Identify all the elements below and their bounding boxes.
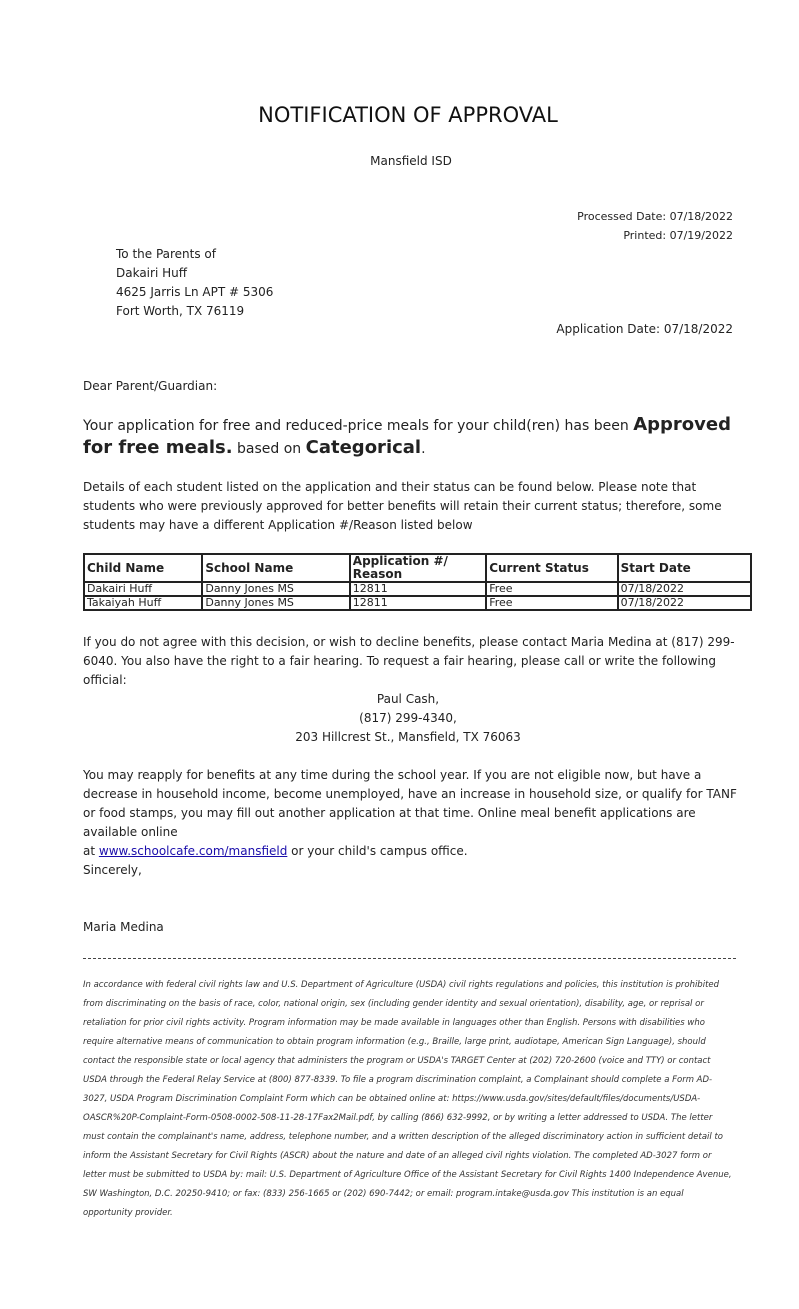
salutation: Dear Parent/Guardian: xyxy=(83,379,218,393)
approval-suffix: . xyxy=(421,441,426,457)
student-table xyxy=(83,553,752,611)
application-date: Application Date: 07/18/2022 xyxy=(556,322,733,336)
table-row xyxy=(84,596,751,610)
processed-date: Processed Date: 07/18/2022 xyxy=(577,210,733,223)
address-line: Dakairi Huff xyxy=(116,266,187,280)
column-header: Start Date xyxy=(618,554,751,582)
table-cell: 07/18/2022 xyxy=(618,582,751,596)
approval-status: Approved for free meals. xyxy=(83,414,731,458)
column-header: Application #/ Reason xyxy=(350,554,486,582)
closing: Sincerely, xyxy=(83,863,142,877)
mailing-address xyxy=(116,245,273,321)
hearing-official xyxy=(0,690,799,747)
table-cell: 12811 xyxy=(350,596,486,610)
approval-basis: Categorical xyxy=(305,437,422,458)
official-address: 203 Hillcrest St., Mansfield, TX 76063 xyxy=(295,730,521,744)
reapply-paragraph xyxy=(83,766,743,861)
official-name: Paul Cash, xyxy=(376,692,440,706)
table-cell: 12811 xyxy=(350,582,486,596)
address-line: To the Parents of xyxy=(116,247,217,261)
nondiscrimination-statement: In accordance with federal civil rights law and U.S. Department of Agriculture (USDA) civil rights regulations and policies, this institution is prohibited from discriminating on the basis of race, color, national origin, sex (including gender identity and sexual orientation), disability, age, or reprisal or retaliation for prior civil rights activity. Program information may be made available in languages other than English. Persons with disabilities who require alternative means of communication to obtain program information (e.g., Braille, large print, audiotape, American Sign Language), should contact the responsible state or local agency that administers the program or USDA's TARGET Center at (202) 720-2600 (voice and TTY) or contact USDA through the Federal Relay Service at (800) 877-8339. To file a program discrimination complaint, a Complainant should complete a Form AD-3027, USDA Program Discrimination Complaint Form which can be obtained online at: https://www.usda.gov/sites/default/files/documents/USDA-OASCR%20P-Complaint-Form-0508-0002-508-11-28-17Fax2Mail.pdf, by calling (866) 632-9992, or by writing a letter addressed to USDA. The letter must contain the complainant's name, address, telephone number, and a written description of the alleged discriminatory action in sufficient detail to inform the Assistant Secretary for Civil Rights (ASCR) about the nature and date of an alleged civil rights violation. The completed AD-3027 form or letter must be submitted to USDA by: mail: U.S. Department of Agriculture Office of the Assistant Secretary for Civil Rights 1400 Independence Avenue, SW Washington, D.C. 20250-9410; or fax: (833) 256-1665 or (202) 690-7442; or email: program.intake@usda.gov This institution is an equal opportunity provider. xyxy=(83,980,732,1218)
disagree-paragraph: If you do not agree with this decision, or wish to decline benefits, please contact Maria Medina at (817) 299-6040. You also have the right to a fair hearing. To request a fair hearing, please call or write the following official: xyxy=(83,635,735,687)
table-cell: Takaiyah Huff xyxy=(84,596,202,610)
divider xyxy=(83,958,736,959)
column-header: Child Name xyxy=(84,554,202,582)
reapply-text: You may reapply for benefits at any time during the school year. If you are not eligible now, but have a decrease in household income, become unemployed, have an increase in household size, or qualify for TANF or food stamps, you may fill out another application at that time. Online meal benefit applications are available online xyxy=(83,768,737,839)
table-cell: Danny Jones MS xyxy=(202,596,349,610)
table-row xyxy=(84,582,751,596)
district-name: Mansfield ISD xyxy=(370,154,452,168)
document-title: NOTIFICATION OF APPROVAL xyxy=(258,103,558,127)
signer-name: Maria Medina xyxy=(83,920,164,934)
official-phone: (817) 299-4340, xyxy=(359,711,457,725)
table-cell: Danny Jones MS xyxy=(202,582,349,596)
approval-middle: based on xyxy=(232,441,306,457)
approval-prefix: Your application for free and reduced-price meals for your child(ren) has been xyxy=(83,418,634,434)
table-cell: Free xyxy=(486,582,617,596)
address-line: Fort Worth, TX 76119 xyxy=(116,304,245,318)
table-cell: Dakairi Huff xyxy=(84,582,202,596)
printed-date: Printed: 07/19/2022 xyxy=(623,229,733,242)
reapply-at: at xyxy=(83,844,99,858)
column-header: Current Status xyxy=(486,554,617,582)
details-paragraph: Details of each student listed on the application and their status can be found below. Please note that students who were previously approved for better benefits will retain their current status; therefore, some students may have a different Application #/Reason listed below xyxy=(83,480,722,532)
schoolcafe-link[interactable]: www.schoolcafe.com/mansfield xyxy=(98,844,288,858)
table-cell: 07/18/2022 xyxy=(618,596,751,610)
reapply-suffix: or your child's campus office. xyxy=(287,844,468,858)
table-header-row xyxy=(84,554,751,582)
column-header: School Name xyxy=(202,554,349,582)
approval-statement xyxy=(83,414,743,460)
table-cell: Free xyxy=(486,596,617,610)
address-line: 4625 Jarris Ln APT # 5306 xyxy=(116,285,274,299)
reapply-link-line xyxy=(83,842,743,861)
